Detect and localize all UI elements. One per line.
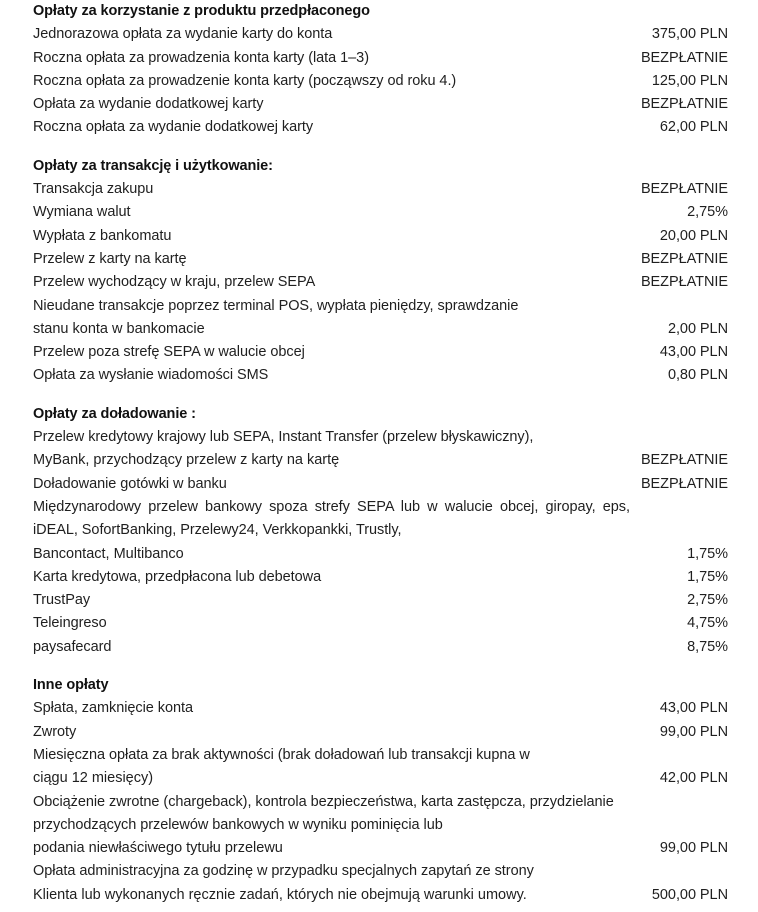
- fee-label: Przelew wychodzący w kraju, przelew SEPA: [33, 274, 316, 291]
- fee-label: TrustPay: [33, 592, 91, 609]
- fee-price: BEZPŁATNIE: [640, 250, 728, 267]
- fee-label: Miesięczna opłata za brak aktywności (brak doładowań lub transakcji kupna w: [33, 746, 530, 763]
- fee-label: Roczna opłata za prowadzenia konta karty (lata 1–3): [33, 49, 369, 66]
- fee-row: [0, 23, 758, 46]
- fee-label-last-line: MyBank, przychodzący przelew z karty na kartę: [33, 452, 340, 469]
- fee-label: Karta kredytowa, przedpłacona lub debetowa: [33, 568, 322, 585]
- fee-price: 4,75%: [687, 615, 728, 632]
- fee-price: 2,00 PLN: [667, 320, 728, 337]
- fee-section: [0, 0, 758, 140]
- fee-row: [0, 860, 758, 907]
- fee-label-last-line: Bancontact, Multibanco: [33, 545, 184, 562]
- fee-row: [0, 178, 758, 201]
- fee-price: BEZPŁATNIE: [640, 475, 728, 492]
- fee-row: [0, 426, 758, 473]
- section-heading: Opłaty za transakcję i użytkowanie:: [33, 157, 273, 174]
- fee-label: Opłata za wysłanie wiadomości SMS: [33, 367, 269, 384]
- fee-label: Wypłata z bankomatu: [33, 227, 172, 244]
- fee-label: Roczna opłata za prowadzenie konta karty (począwszy od roku 4.): [33, 72, 457, 89]
- fee-row: [0, 697, 758, 720]
- fee-price: 0,80 PLN: [667, 367, 728, 384]
- fee-price: 500,00 PLN: [651, 886, 728, 903]
- fee-label: Obciążenie zwrotne (chargeback), kontrola bezpieczeństwa, karta zastępcza, przydzielanie przychodzących przelewów bankowych w wyniku pominięcia lub: [33, 793, 614, 833]
- fee-label-last-line: podania niewłaściwego tytułu przelewu: [33, 840, 283, 857]
- fee-label: Opłata za wydanie dodatkowej karty: [33, 96, 264, 113]
- fee-price: 2,75%: [687, 592, 728, 609]
- fee-price: 1,75%: [687, 568, 728, 585]
- fee-section: [0, 674, 758, 907]
- fee-row: [0, 636, 758, 659]
- fee-label: Wymiana walut: [33, 204, 131, 221]
- fee-price: BEZPŁATNIE: [640, 96, 728, 113]
- fee-price: 1,75%: [687, 545, 728, 562]
- fee-row: [0, 566, 758, 589]
- fee-row: [0, 612, 758, 635]
- fee-price: 125,00 PLN: [651, 72, 728, 89]
- section-heading: Opłaty za doładowanie :: [33, 405, 196, 422]
- fee-price: 2,75%: [687, 204, 728, 221]
- fee-row: [0, 589, 758, 612]
- fee-label: Przelew z karty na kartę: [33, 250, 187, 267]
- fee-label: paysafecard: [33, 638, 112, 655]
- fee-row: [0, 70, 758, 93]
- fee-price: 375,00 PLN: [651, 26, 728, 43]
- fee-label: Przelew kredytowy krajowy lub SEPA, Instant Transfer (przelew błyskawiczny),: [33, 429, 534, 446]
- fee-price: BEZPŁATNIE: [640, 181, 728, 198]
- fee-price: 43,00 PLN: [659, 700, 728, 717]
- fee-price: 99,00 PLN: [659, 840, 728, 857]
- fee-row: [0, 295, 758, 342]
- fee-row: [0, 744, 758, 791]
- fee-section: [0, 155, 758, 388]
- fee-price: 43,00 PLN: [659, 344, 728, 361]
- fee-row: [0, 271, 758, 294]
- fee-row: [0, 201, 758, 224]
- fee-price: BEZPŁATNIE: [640, 274, 728, 291]
- fee-label: Transakcja zakupu: [33, 181, 154, 198]
- fee-label: Spłata, zamknięcie konta: [33, 700, 193, 717]
- section-heading: Opłaty za korzystanie z produktu przedpłaconego: [33, 3, 370, 19]
- fee-price: BEZPŁATNIE: [640, 49, 728, 66]
- section-heading: Inne opłaty: [33, 677, 109, 694]
- fee-label: Przelew poza strefę SEPA w walucie obcej: [33, 344, 305, 361]
- fee-label: Roczna opłata za wydanie dodatkowej karty: [33, 119, 314, 136]
- fee-price: 20,00 PLN: [659, 227, 728, 244]
- fee-label-last-line: stanu konta w bankomacie: [33, 320, 205, 337]
- fee-section: [0, 403, 758, 659]
- fee-price: BEZPŁATNIE: [640, 452, 728, 469]
- fee-row: [0, 341, 758, 364]
- fee-row: [0, 721, 758, 744]
- fee-label: Międzynarodowy przelew bankowy spoza strefy SEPA lub w walucie obcej, giropay, eps, iDEAL, SofortBanking, Przelewy24, Verkkopankki, Trustly,: [33, 498, 630, 539]
- fee-row: [0, 473, 758, 496]
- fee-price: 99,00 PLN: [659, 723, 728, 740]
- fee-row: [0, 116, 758, 139]
- fee-label: Teleingreso: [33, 615, 107, 632]
- fee-label-last-line: Klienta lub wykonanych ręcznie zadań, których nie obejmują warunki umowy.: [33, 886, 527, 903]
- fee-label: Jednorazowa opłata za wydanie karty do konta: [33, 26, 333, 43]
- fee-label: Nieudane transakcje poprzez terminal POS, wypłata pieniędzy, sprawdzanie: [33, 297, 519, 314]
- fee-price: 8,75%: [687, 638, 728, 655]
- fee-row: [0, 93, 758, 116]
- fee-price: 62,00 PLN: [659, 119, 728, 136]
- fee-label-last-line: ciągu 12 miesięcy): [33, 770, 154, 787]
- fee-label: Opłata administracyjna za godzinę w przypadku specjalnych zapytań ze strony: [33, 863, 534, 880]
- fee-row: [0, 791, 758, 861]
- fee-label: Zwroty: [33, 723, 77, 740]
- fee-row: [0, 364, 758, 387]
- fee-label: Doładowanie gotówki w banku: [33, 475, 227, 492]
- fee-row: [0, 248, 758, 271]
- fee-row: [0, 225, 758, 248]
- fee-row: [0, 496, 758, 566]
- fee-row: [0, 47, 758, 70]
- fee-price: 42,00 PLN: [659, 770, 728, 787]
